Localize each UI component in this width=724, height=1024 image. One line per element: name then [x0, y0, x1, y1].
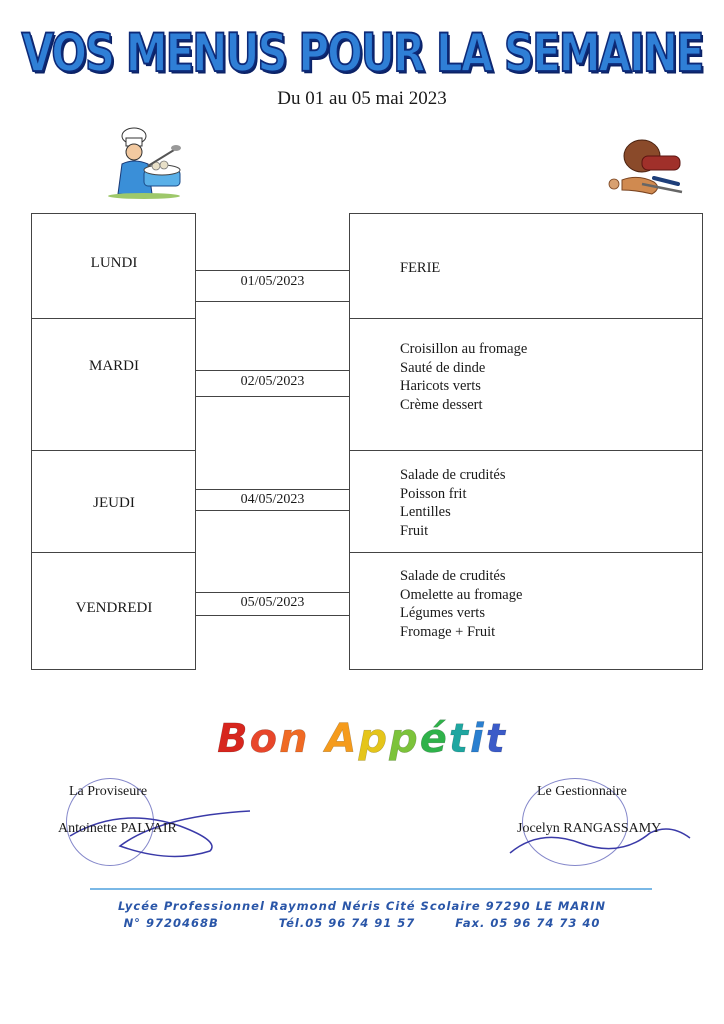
signature-scribble-right	[500, 808, 700, 868]
menu-monday	[400, 259, 440, 278]
left-signatory-role: La Proviseure	[69, 784, 148, 799]
menu-item: Salade de crudités	[400, 568, 506, 584]
footer-fax: Fax. 05 96 74 73 40	[455, 916, 601, 930]
row-divider	[31, 450, 196, 451]
footer-divider	[90, 888, 652, 890]
sausage-illustration	[602, 134, 686, 200]
menu-item: Omelette au fromage	[400, 586, 523, 603]
row-divider	[31, 552, 196, 553]
bon-appetit-banner	[0, 716, 724, 762]
chef-illustration	[104, 124, 194, 200]
left-signatory-name: Antoinette PALVAIR	[58, 821, 177, 836]
row-divider	[349, 552, 703, 553]
date-monday: 01/05/2023	[240, 274, 305, 289]
menu-item: Légumes verts	[400, 605, 485, 621]
menu-item: Lentilles	[400, 504, 451, 520]
menu-item: Fruit	[400, 522, 429, 539]
page-title: VOS MENUS POUR LA SEMAINE	[21, 22, 703, 84]
footer-contact	[0, 916, 724, 930]
date-range: Du 01 au 05 mai 2023	[277, 88, 447, 109]
bon-appetit-letter: i	[470, 716, 486, 762]
right-signatory-role: Le Gestionnaire	[537, 784, 627, 799]
menu-item: Haricots verts	[400, 378, 481, 394]
footer-phone: Tél.05 96 74 91 57	[278, 916, 416, 930]
menu-thursday	[400, 466, 506, 540]
menu-item: Salade de crudités	[400, 467, 506, 483]
bon-appetit-letter: n	[279, 716, 310, 762]
bon-appetit-letter: p	[358, 716, 390, 762]
day-label-friday: VENDREDI	[75, 600, 153, 616]
right-signatory-name: Jocelyn RANGASSAMY	[517, 821, 662, 836]
bon-appetit-letter: t	[448, 716, 471, 762]
date-friday: 05/05/2023	[240, 595, 305, 610]
date-tuesday: 02/05/2023	[240, 374, 305, 389]
bon-appetit-letter	[310, 716, 326, 762]
day-label-monday: LUNDI	[90, 255, 138, 271]
menu-item: Poisson frit	[400, 485, 467, 502]
row-divider	[349, 450, 703, 451]
menu-item: Croisillon au fromage	[400, 341, 528, 357]
menu-tuesday	[400, 340, 527, 414]
bon-appetit-letter: B	[217, 716, 250, 762]
footer-id: N° 9720468B	[123, 916, 219, 930]
menu-item: Sauté de dinde	[400, 359, 486, 376]
menu-item: Fromage + Fruit	[400, 623, 496, 640]
menu-friday	[400, 567, 522, 641]
day-label-tuesday: MARDI	[88, 358, 139, 374]
menu-item: FERIE	[400, 260, 441, 276]
bon-appetit-letter: p	[389, 716, 420, 762]
date-thursday: 04/05/2023	[240, 492, 305, 507]
bon-appetit-letter: t	[485, 716, 507, 762]
footer-address: Lycée Professionnel Raymond Néris Cité Scolaire 97290 LE MARIN	[118, 899, 606, 913]
bon-appetit-letter: é	[419, 716, 449, 762]
bon-appetit-letter: A	[325, 716, 359, 762]
bon-appetit-letter: o	[249, 716, 280, 762]
row-divider	[31, 318, 196, 319]
day-label-thursday: JEUDI	[93, 495, 135, 511]
row-divider	[349, 318, 703, 319]
menu-item: Crème dessert	[400, 396, 483, 413]
